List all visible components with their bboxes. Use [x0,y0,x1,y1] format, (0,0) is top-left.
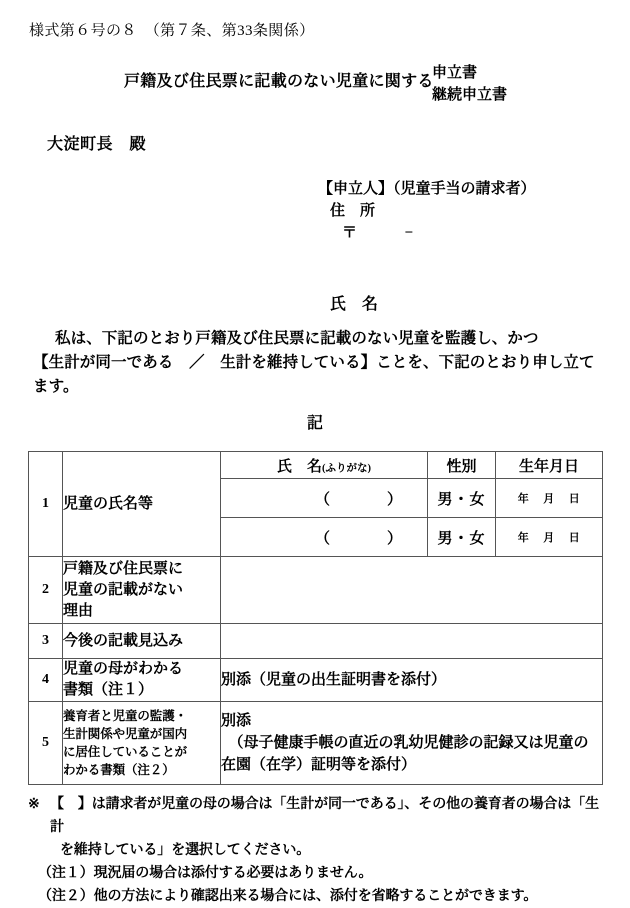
dob-day-label-2: 日 [568,532,581,544]
footer-notes [28,793,608,908]
column-header-sex: 性別 [428,452,496,479]
form-number: 様式第６号の８ （第７条、第33条関係） [29,23,315,39]
row-label-5 [63,702,221,785]
applicant-postal-row [342,222,618,244]
child-name-paren-2 [245,527,403,548]
row-content-3[interactable] [221,624,603,659]
note-star-block [28,793,608,862]
declaration-line-1: 私は、下記のとおり戸籍及び住民票に記載のない児童を監護し、かつ [55,330,539,347]
declaration-line-3: ます。 [33,378,79,395]
dob-day-label-1: 日 [568,493,581,505]
column-header-name-text: 氏 名 [276,458,322,475]
row-label-4 [63,659,221,702]
table-row-5 [29,702,603,785]
document-title [0,62,630,106]
child-sex-select-1[interactable]: 男・女 [428,479,496,518]
postal-mark-icon: 〒 [342,225,358,241]
note-star-line-1: 【 】は請求者が児童の母の場合は「生計が同一である」、その他の養育者の場合は「生計 [50,797,599,835]
child-name-input-1[interactable] [221,479,428,518]
row-number-4: 4 [29,659,63,702]
row-content-5-line-2: （母子健康手帳の直近の乳幼児健診の記録又は児童の [221,735,589,751]
column-header-name [221,452,428,479]
paren-open-2: （ [314,530,331,547]
column-header-dob: 生年月日 [496,452,603,479]
row-label-5-line-2: 生計関係や児童が国内 [63,727,188,741]
dob-month-label-1: 月 [543,493,555,505]
row-content-5-line-1: 別添 [221,713,252,729]
declaration-line-2: 【生計が同一である ／ 生計を維持している】ことを、下記のとおり申し立て [33,354,595,371]
row-label-4-line-2: 書類（注１） [63,682,154,698]
child-dob-input-1[interactable] [496,479,603,518]
row-label-2 [63,557,221,624]
applicant-block [318,178,618,316]
row-label-3: 今後の記載見込み [63,624,221,659]
row-label-5-line-1: 養育者と児童の監護・ [63,709,188,723]
row-content-5[interactable] [221,702,603,785]
paren-close-2: ） [387,530,404,547]
row-label-4-line-1: 児童の母がわかる [63,661,184,677]
dob-year-label-1: 年 [517,493,530,505]
dob-month-label-2: 月 [543,532,555,544]
row-label-2-line-2: 児童の記載がない [63,581,184,598]
title-main-text: 戸籍及び住民票に記載のない児童に関する [124,73,434,90]
paren-open-1: （ [314,491,331,508]
row-label-5-line-3: に居住していることが [63,745,188,759]
note-star-line-2: を維持している」を選択してください。 [60,843,311,858]
table-row-3 [29,624,603,659]
paren-close-1: ） [387,491,404,508]
applicant-address-label: 住 所 [330,203,376,219]
declaration-paragraph [33,327,603,399]
applicant-heading: 【申立人】（児童手当の請求者） [318,181,536,197]
addressee: 大淀町長 殿 [47,136,147,153]
row-number-3: 3 [29,624,63,659]
row-content-2[interactable] [221,557,603,624]
row-number-1: 1 [29,452,63,557]
table-row-2 [29,557,603,624]
column-header-name-furigana: (ふりがな) [322,462,371,474]
table-header-row [29,452,603,479]
dob-year-label-2: 年 [517,532,530,544]
row-label-2-line-3: 理由 [63,602,94,619]
child-dob-input-2[interactable] [496,518,603,557]
ki-marker: 記 [306,415,323,432]
applicant-name-label: 氏 名 [330,296,379,313]
row-label-1: 児童の氏名等 [63,452,221,557]
star-icon: ※ [28,797,40,812]
row-number-5: 5 [29,702,63,785]
child-sex-select-2[interactable]: 男・女 [428,518,496,557]
note-item-2: （注２）他の方法により確認出来る場合には、添付を省略することができます。 [38,889,538,904]
postal-code-dash: − [404,225,414,241]
title-side-labels [432,62,507,106]
child-name-input-2[interactable] [221,518,428,557]
note-item-1: （注１）現況届の場合は添付する必要はありません。 [38,866,373,881]
row-content-5-line-3: 在園（在学）証明等を添付） [221,757,417,773]
row-label-5-line-4: わかる書類（注２） [63,763,175,777]
form-table [28,451,603,785]
title-side-line-1: 申立書 [432,65,478,81]
title-side-line-2: 継続申立書 [432,87,508,103]
child-name-paren-1 [245,488,403,509]
table-row-4 [29,659,603,702]
row-content-4[interactable]: 別添（児童の出生証明書を添付） [221,659,603,702]
row-label-2-line-1: 戸籍及び住民票に [63,560,184,577]
row-number-2: 2 [29,557,63,624]
